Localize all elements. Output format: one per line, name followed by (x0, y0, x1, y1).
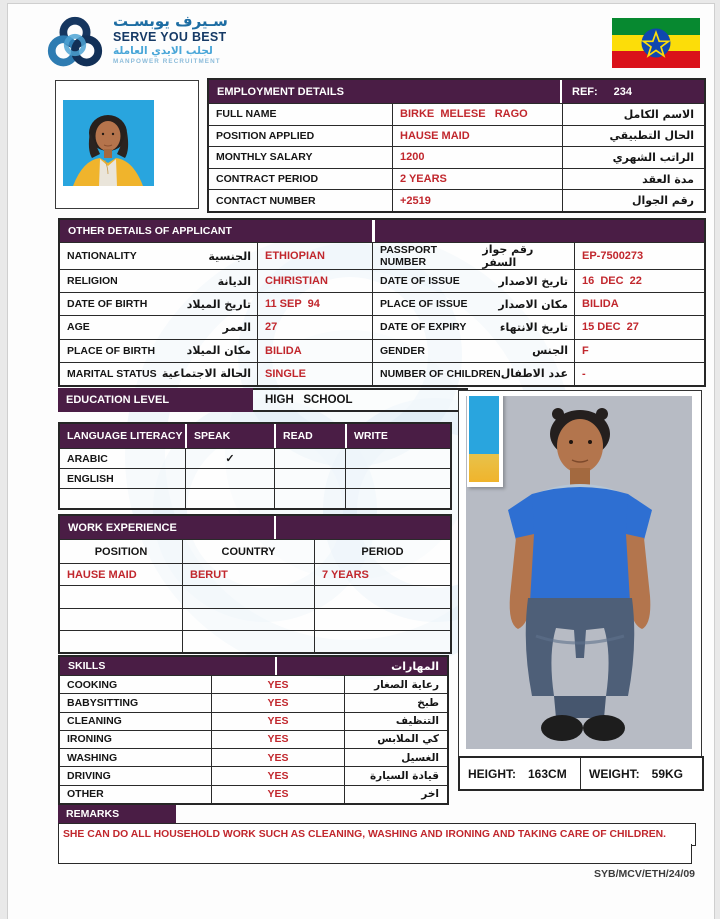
language-name (60, 488, 185, 508)
overlapping-photo-corner (467, 396, 503, 487)
column-header: PERIOD (314, 539, 450, 563)
work-country (182, 630, 314, 652)
field-value: SINGLE (257, 362, 372, 385)
work-experience-header: WORK EXPERIENCE (60, 516, 450, 539)
language-name: ARABIC (60, 448, 185, 468)
education-level-row (58, 388, 468, 412)
work-country (182, 608, 314, 630)
employment-details-table (207, 78, 706, 213)
skill-label: IRONING (60, 730, 211, 748)
field-label: MARITAL STATUS الحالة الاجتماعية (60, 362, 257, 385)
column-header: SPEAK (185, 424, 274, 448)
education-level-value: HIGH SCHOOL (253, 388, 468, 412)
remarks-empty-row (58, 844, 692, 864)
skill-label-arabic: الغسيل (344, 748, 447, 766)
height-cell (460, 758, 580, 789)
field-label: GENDER الجنس (372, 339, 574, 362)
skill-label: WASHING (60, 748, 211, 766)
applicant-headshot-photo (63, 100, 154, 186)
agency-tagline-english: MANPOWER RECRUITMENT (113, 57, 221, 65)
speak-cell (185, 488, 274, 508)
field-value: BILIDA (574, 292, 704, 315)
remarks-header: REMARKS (58, 805, 176, 823)
agency-name-english: SERVE YOU BEST (113, 29, 227, 44)
field-value: F (574, 339, 704, 362)
work-period (314, 608, 450, 630)
ethiopia-flag (612, 18, 700, 68)
agency-name-arabic: سـيرف يوبسـت (113, 12, 228, 30)
other-details-header-right (372, 220, 704, 242)
skill-label-arabic: طبخ (344, 693, 447, 711)
skill-value: YES (211, 730, 344, 748)
column-header: WRITE (345, 424, 450, 448)
applicant-fullbody-photo (466, 396, 692, 749)
write-cell (345, 468, 450, 488)
remarks-text: SHE CAN DO ALL HOUSEHOLD WORK SUCH AS CLEANING, WASHING AND IRONING AND TAKING CARE OF CHILDREN. (58, 823, 696, 846)
skill-value: YES (211, 748, 344, 766)
work-position: HAUSE MAID (60, 563, 182, 585)
work-position (60, 630, 182, 652)
skills-header (60, 657, 447, 675)
read-cell (274, 448, 345, 468)
ref-label: REF: (572, 85, 598, 98)
work-period (314, 630, 450, 652)
column-header: COUNTRY (182, 539, 314, 563)
field-label-arabic: الراتب الشهري (562, 146, 704, 168)
other-details-header: OTHER DETAILS OF APPLICANT (60, 220, 372, 242)
field-label: DATE OF BIRTH تاريخ الميلاد (60, 292, 257, 315)
field-label: PASSPORT NUMBER رقم جواز السفر (372, 242, 574, 269)
skill-label: COOKING (60, 675, 211, 693)
field-label-arabic: الحال التطبيقي (562, 125, 704, 147)
speak-cell (185, 468, 274, 488)
work-position (60, 585, 182, 607)
work-position (60, 608, 182, 630)
applicant-headshot-frame (55, 80, 199, 209)
field-value: 11 SEP 94 (257, 292, 372, 315)
field-value: - (574, 362, 704, 385)
work-country: BERUT (182, 563, 314, 585)
field-value: ETHIOPIAN (257, 242, 372, 269)
employment-details-header: EMPLOYMENT DETAILS (209, 80, 562, 103)
field-label: FULL NAME (209, 103, 392, 125)
column-header: POSITION (60, 539, 182, 563)
field-label-arabic: رقم الجوال (562, 189, 704, 211)
skill-label-arabic: رعاية الصغار (344, 675, 447, 693)
field-label-arabic: مدة العقد (562, 168, 704, 190)
work-experience-table (58, 514, 452, 654)
skill-label-arabic: كي الملابس (344, 730, 447, 748)
speak-checkmark: ✓ (185, 448, 274, 468)
field-label: DATE OF ISSUE تاريخ الاصدار (372, 269, 574, 292)
weight-value: 59KG (651, 766, 684, 781)
field-value: CHIRISTIAN (257, 269, 372, 292)
field-value: 15 DEC 27 (574, 315, 704, 338)
read-cell (274, 488, 345, 508)
field-label: NATIONALITY الجنسية (60, 242, 257, 269)
skill-label: OTHER (60, 785, 211, 803)
ref-value: 234 (613, 85, 633, 98)
language-literacy-table (58, 422, 452, 510)
field-value: HAUSE MAID (392, 125, 562, 147)
skill-label: DRIVING (60, 766, 211, 784)
skill-value: YES (211, 766, 344, 784)
skill-label-arabic: قيادة السيارة (344, 766, 447, 784)
education-level-header: EDUCATION LEVEL (58, 388, 253, 412)
language-name: ENGLISH (60, 468, 185, 488)
skill-label-arabic: التنظيف (344, 712, 447, 730)
field-value: +2519 (392, 189, 562, 211)
field-label: POSITION APPLIED (209, 125, 392, 147)
field-label: PLACE OF ISSUE مكان الاصدار (372, 292, 574, 315)
agency-logo (44, 14, 228, 76)
field-label: CONTACT NUMBER (209, 189, 392, 211)
field-label: MONTHLY SALARY (209, 146, 392, 168)
field-label: RELIGION الديانة (60, 269, 257, 292)
weight-label: WEIGHT: (589, 766, 640, 781)
work-period (314, 585, 450, 607)
field-value: BILIDA (257, 339, 372, 362)
read-cell (274, 468, 345, 488)
physical-stats-row (458, 756, 704, 791)
field-value: 27 (257, 315, 372, 338)
write-cell (345, 488, 450, 508)
weight-cell (580, 758, 702, 789)
field-value: 16 DEC 22 (574, 269, 704, 292)
field-label-arabic: الاسم الكامل (562, 103, 704, 125)
skill-value: YES (211, 675, 344, 693)
field-label: DATE OF EXPIRY تاريخ الانتهاء (372, 315, 574, 338)
column-header: LANGUAGE LITERACY (60, 424, 185, 448)
skill-value: YES (211, 712, 344, 730)
skills-table (58, 655, 449, 805)
employment-ref (562, 80, 704, 103)
other-details-table (58, 218, 706, 387)
skill-label: CLEANING (60, 712, 211, 730)
skill-value: YES (211, 693, 344, 711)
work-period: 7 YEARS (314, 563, 450, 585)
field-value: EP-7500273 (574, 242, 704, 269)
field-value: BIRKE MELESE RAGO (392, 103, 562, 125)
field-label: NUMBER OF CHILDREN عدد الاطفال (372, 362, 574, 385)
height-label: HEIGHT: (468, 766, 516, 781)
agency-tagline-arabic: لجلب الايدي العاملة (113, 44, 213, 57)
field-label: AGE العمر (60, 315, 257, 338)
field-label: CONTRACT PERIOD (209, 168, 392, 190)
skill-value: YES (211, 785, 344, 803)
column-header: READ (274, 424, 345, 448)
document-reference-code: SYB/MCV/ETH/24/09 (594, 868, 695, 880)
field-label: PLACE OF BIRTH مكان الميلاد (60, 339, 257, 362)
agency-logo-text (113, 14, 228, 66)
height-value: 163CM (528, 766, 567, 781)
applicant-fullbody-frame (458, 390, 702, 758)
work-country (182, 585, 314, 607)
field-value: 1200 (392, 146, 562, 168)
knot-logo-icon (44, 14, 106, 76)
skill-label-arabic: اخر (344, 785, 447, 803)
skills-title-arabic: المهارات (391, 659, 439, 673)
field-value: 2 YEARS (392, 168, 562, 190)
skills-title: SKILLS (68, 660, 106, 672)
skill-label: BABYSITTING (60, 693, 211, 711)
write-cell (345, 448, 450, 468)
